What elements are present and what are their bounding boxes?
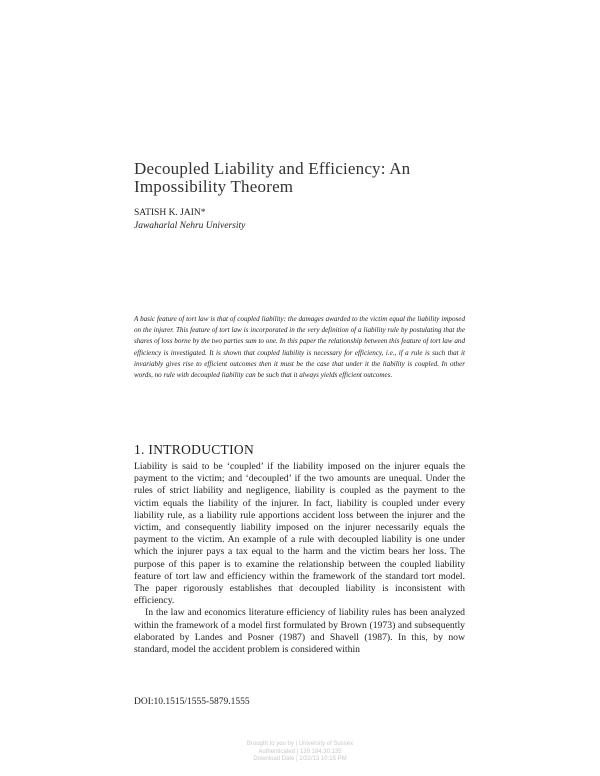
body-text — [134, 461, 465, 656]
paragraph-2: In the law and economics literature efficiency of liability rules has been analyzed within the framework of a model first formulated by Brown (1973) and subsequently elaborated by Landes and Posner (1987) and Shavell (1987). In this, by now standard, model the accident problem is considered within — [134, 607, 465, 656]
author-name: SATISH K. JAIN* — [134, 208, 206, 218]
abstract: A basic feature of tort law is that of coupled liability: the damages awarded to the victim equal the liability imposed on the injurer. This feature of tort law is incorporated in the very definition of a liability rule by postulating that the shares of loss borne by the two parties sum to one. In this paper the relationship between this feature of tort law and efficiency is investigated. It is shown that coupled liability is necessary for efficiency, i.e., if a rule is such that it invariably gives rise to efficient outcomes then it must be the case that under it the liability is coupled. In other words, no rule with decoupled liability can be such that it always yields efficient outcomes. — [134, 315, 465, 380]
watermark-line-3: Download Date | 2/22/13 10:15 PM — [253, 756, 347, 763]
download-watermark — [200, 741, 400, 764]
watermark-line-2: Authenticated | 139.184.30.135 — [258, 748, 342, 755]
title-line-2: Impossibility Theorem — [134, 177, 294, 196]
title-line-1: Decoupled Liability and Efficiency: An — [134, 159, 411, 178]
author-affiliation: Jawaharlal Nehru University — [134, 221, 246, 231]
doi: DOI:10.1515/1555-5879.1555 — [134, 697, 250, 707]
watermark-line-1: Brought to you by | University of Sussex — [246, 741, 354, 747]
paragraph-1: Liability is said to be ‘coupled’ if the liability imposed on the injurer equals the payment to the victim; and ‘decoupled’ if the two amounts are unequal. Under the rules of strict liability and negligence, liability is coupled as the payment to the victim equals the liability of the injurer. In fact, liability is coupled under every liability rule, as a liability rule apportions accident loss between the injurer and the victim, and consequently liability imposed on the injurer necessarily equals the payment to the victim. An example of a rule with decoupled liability is one under which the injurer pays a tax equal to the harm and the victim bears her loss. The purpose of this paper is to examine the relationship between the coupled liability feature of tort law and efficiency within the framework of the standard tort model. The paper rigorously establishes that decoupled liability is inconsistent with efficiency. — [134, 461, 465, 607]
section-heading: 1. INTRODUCTION — [134, 442, 254, 457]
paper-title — [134, 160, 474, 196]
